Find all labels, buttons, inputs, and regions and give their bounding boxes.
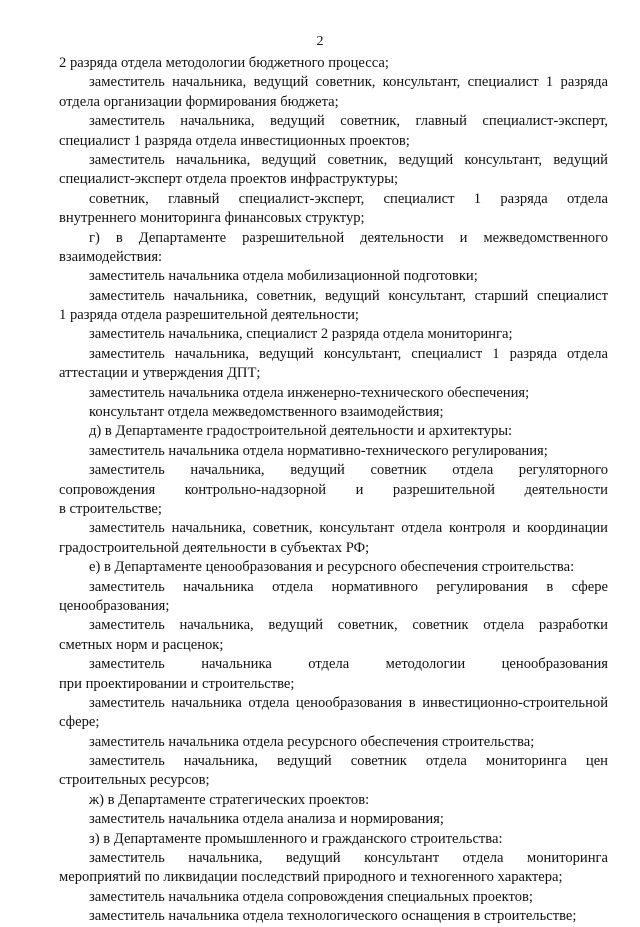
text-line: градостроительной деятельности в субъектах РФ; — [59, 539, 370, 556]
text-line: при проектировании и строительстве; — [59, 675, 295, 692]
text-line: заместитель начальника отдела методологии ценообразования — [89, 656, 608, 673]
text-line: заместитель начальника отдела мобилизационной подготовки; — [89, 268, 478, 285]
text-line: специалист-эксперт отдела проектов инфраструктуры; — [59, 171, 399, 188]
text-line: заместитель начальника, советник, ведущий консультант, старший специалист — [89, 287, 608, 304]
document-body — [59, 54, 608, 927]
text-line: заместитель начальника отдела нормативно-технического регулирования; — [89, 442, 548, 459]
text-line: советник, главный специалист-эксперт, специалист 1 разряда отдела — [89, 190, 608, 207]
text-line: заместитель начальника, ведущий консультант, специалист 1 разряда отдела — [89, 345, 608, 362]
text-line: аттестации и утверждения ДПТ; — [59, 365, 261, 382]
text-line: заместитель начальника отдела технологического оснащения в строительстве; — [89, 908, 577, 925]
text-line: консультант отдела межведомственного взаимодействия; — [89, 404, 444, 421]
text-line: внутреннего мониторинга финансовых структур; — [59, 210, 365, 227]
text-line: заместитель начальника отдела инженерно-технического обеспечения; — [89, 384, 530, 401]
text-line: специалист 1 разряда отдела инвестиционных проектов; — [59, 132, 410, 149]
text-line: заместитель начальника, ведущий советник отдела регуляторного — [89, 462, 608, 479]
text-line: мероприятий по ликвидации последствий природного и техногенного характера; — [59, 869, 563, 886]
text-line: г) в Департаменте разрешительной деятельности и межведомственного — [89, 229, 608, 246]
text-line: сопровождения контрольно-надзорной и разрешительной деятельности — [59, 481, 608, 498]
text-line: отдела организации формирования бюджета; — [59, 93, 339, 110]
text-line: заместитель начальника отдела анализа и нормирования; — [89, 811, 444, 828]
text-line: заместитель начальника, ведущий советник, главный специалист-эксперт, — [89, 113, 608, 130]
text-line: строительных ресурсов; — [59, 772, 210, 789]
text-line: заместитель начальника отдела нормативного регулирования в сфере — [89, 578, 608, 595]
text-line: в строительстве; — [59, 500, 162, 517]
text-line: ж) в Департаменте стратегических проектов: — [89, 791, 370, 808]
text-line: заместитель начальника, ведущий консультант отдела мониторинга — [89, 850, 608, 867]
text-line: сметных норм и расценок; — [59, 636, 224, 653]
text-line: з) в Департаменте промышленного и гражданского строительства: — [89, 830, 503, 847]
text-line: 1 разряда отдела разрешительной деятельности; — [59, 307, 359, 324]
text-line: заместитель начальника отдела ресурсного обеспечения строительства; — [89, 733, 535, 750]
text-line: заместитель начальника, ведущий советник, ведущий консультант, ведущий — [89, 151, 608, 168]
text-line: взаимодействия: — [59, 248, 163, 265]
page-number: 2 — [316, 34, 324, 49]
text-line: заместитель начальника, ведущий советник, советник отдела разработки — [89, 617, 608, 634]
text-line: 2 разряда отдела методологии бюджетного процесса; — [59, 55, 389, 71]
text-line: заместитель начальника, ведущий советник, консультант, специалист 1 разряда — [89, 74, 608, 91]
text-line: е) в Департаменте ценообразования и ресурсного обеспечения строительства: — [89, 559, 575, 576]
text-line: заместитель начальника отдела сопровождения специальных проектов; — [89, 888, 533, 905]
text-line: сфере; — [59, 714, 100, 731]
text-line: д) в Департаменте градостроительной деятельности и архитектуры: — [89, 423, 513, 440]
text-line: заместитель начальника, ведущий советник отдела мониторинга цен — [89, 753, 608, 770]
text-line: заместитель начальника отдела ценообразования в инвестиционно-строительной — [89, 694, 608, 711]
text-line: заместитель начальника, специалист 2 разряда отдела мониторинга; — [89, 326, 513, 343]
text-line: ценообразования; — [59, 597, 170, 614]
text-line: заместитель начальника, советник, консультант отдела контроля и координации — [89, 520, 608, 537]
